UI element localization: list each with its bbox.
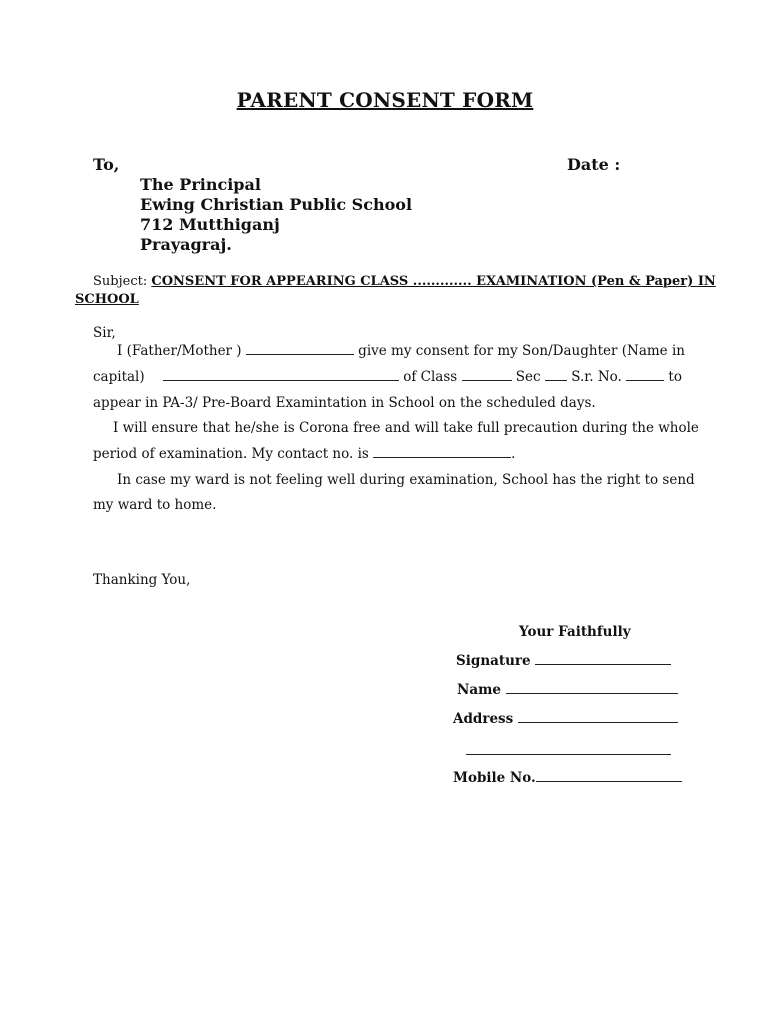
student-name-blank: [163, 369, 399, 381]
date-label: Date :: [567, 155, 621, 174]
paragraph-line-1: [117, 343, 685, 359]
address-row-2: [466, 740, 671, 759]
section-blank: [545, 369, 567, 381]
to-label: To,: [93, 155, 120, 174]
address-line-4: Prayagraj.: [140, 235, 232, 254]
signature-label: Signature: [456, 653, 531, 669]
para1-end: give my consent for my Son/Daughter (Name in: [358, 343, 685, 359]
subject-text: CONSENT FOR APPEARING CLASS ............. EXAMINATION (Pen & Paper) IN: [151, 274, 716, 289]
name-blank: [506, 682, 678, 694]
paragraph-line-5: [93, 446, 515, 462]
address-line-2: Ewing Christian Public School: [140, 195, 413, 214]
mobile-row: [453, 770, 682, 786]
paragraph-line-3: appear in PA-3/ Pre-Board Examintation in School on the scheduled days.: [93, 395, 596, 411]
closing-text: Your Faithfully: [519, 624, 631, 640]
salutation: Sir,: [93, 325, 116, 341]
para1-start: I (Father/Mother ): [117, 343, 242, 359]
signature-blank: [535, 653, 671, 665]
para2-class: of Class: [403, 369, 458, 385]
paragraph-line-4: I will ensure that he/she is Corona free and will take full precaution during the whole: [113, 420, 699, 436]
para5-text: period of examination. My contact no. is: [93, 446, 369, 462]
subject-prefix: Subject:: [93, 274, 148, 289]
thanking-text: Thanking You,: [93, 572, 191, 588]
mobile-label: Mobile No.: [453, 770, 536, 786]
class-blank: [462, 369, 512, 381]
form-title: PARENT CONSENT FORM: [236, 88, 534, 112]
para2-capital: capital): [93, 369, 145, 385]
name-row: [457, 682, 678, 698]
signature-row: [456, 653, 671, 669]
paragraph-line-2: [93, 369, 682, 385]
address-line-1: The Principal: [140, 175, 261, 194]
contact-number-blank: [373, 446, 511, 458]
address-line-3: 712 Mutthiganj: [140, 215, 280, 234]
subject-text-continued: SCHOOL: [75, 292, 139, 307]
paragraph-line-6: In case my ward is not feeling well during examination, School has the right to send: [117, 472, 695, 488]
paragraph-line-7: my ward to home.: [93, 497, 217, 513]
para2-to: to: [668, 369, 682, 385]
parent-name-blank: [246, 343, 354, 355]
address-label: Address: [453, 711, 514, 727]
para2-sec: Sec: [515, 369, 541, 385]
address-blank: [518, 711, 678, 723]
address-blank-2: [466, 743, 671, 755]
para5-period: .: [511, 446, 516, 462]
serial-number-blank: [626, 369, 664, 381]
name-label: Name: [457, 682, 501, 698]
para2-srno: S.r. No.: [571, 369, 622, 385]
address-row: [453, 711, 678, 727]
mobile-blank: [536, 770, 682, 782]
subject-line: [93, 274, 716, 289]
